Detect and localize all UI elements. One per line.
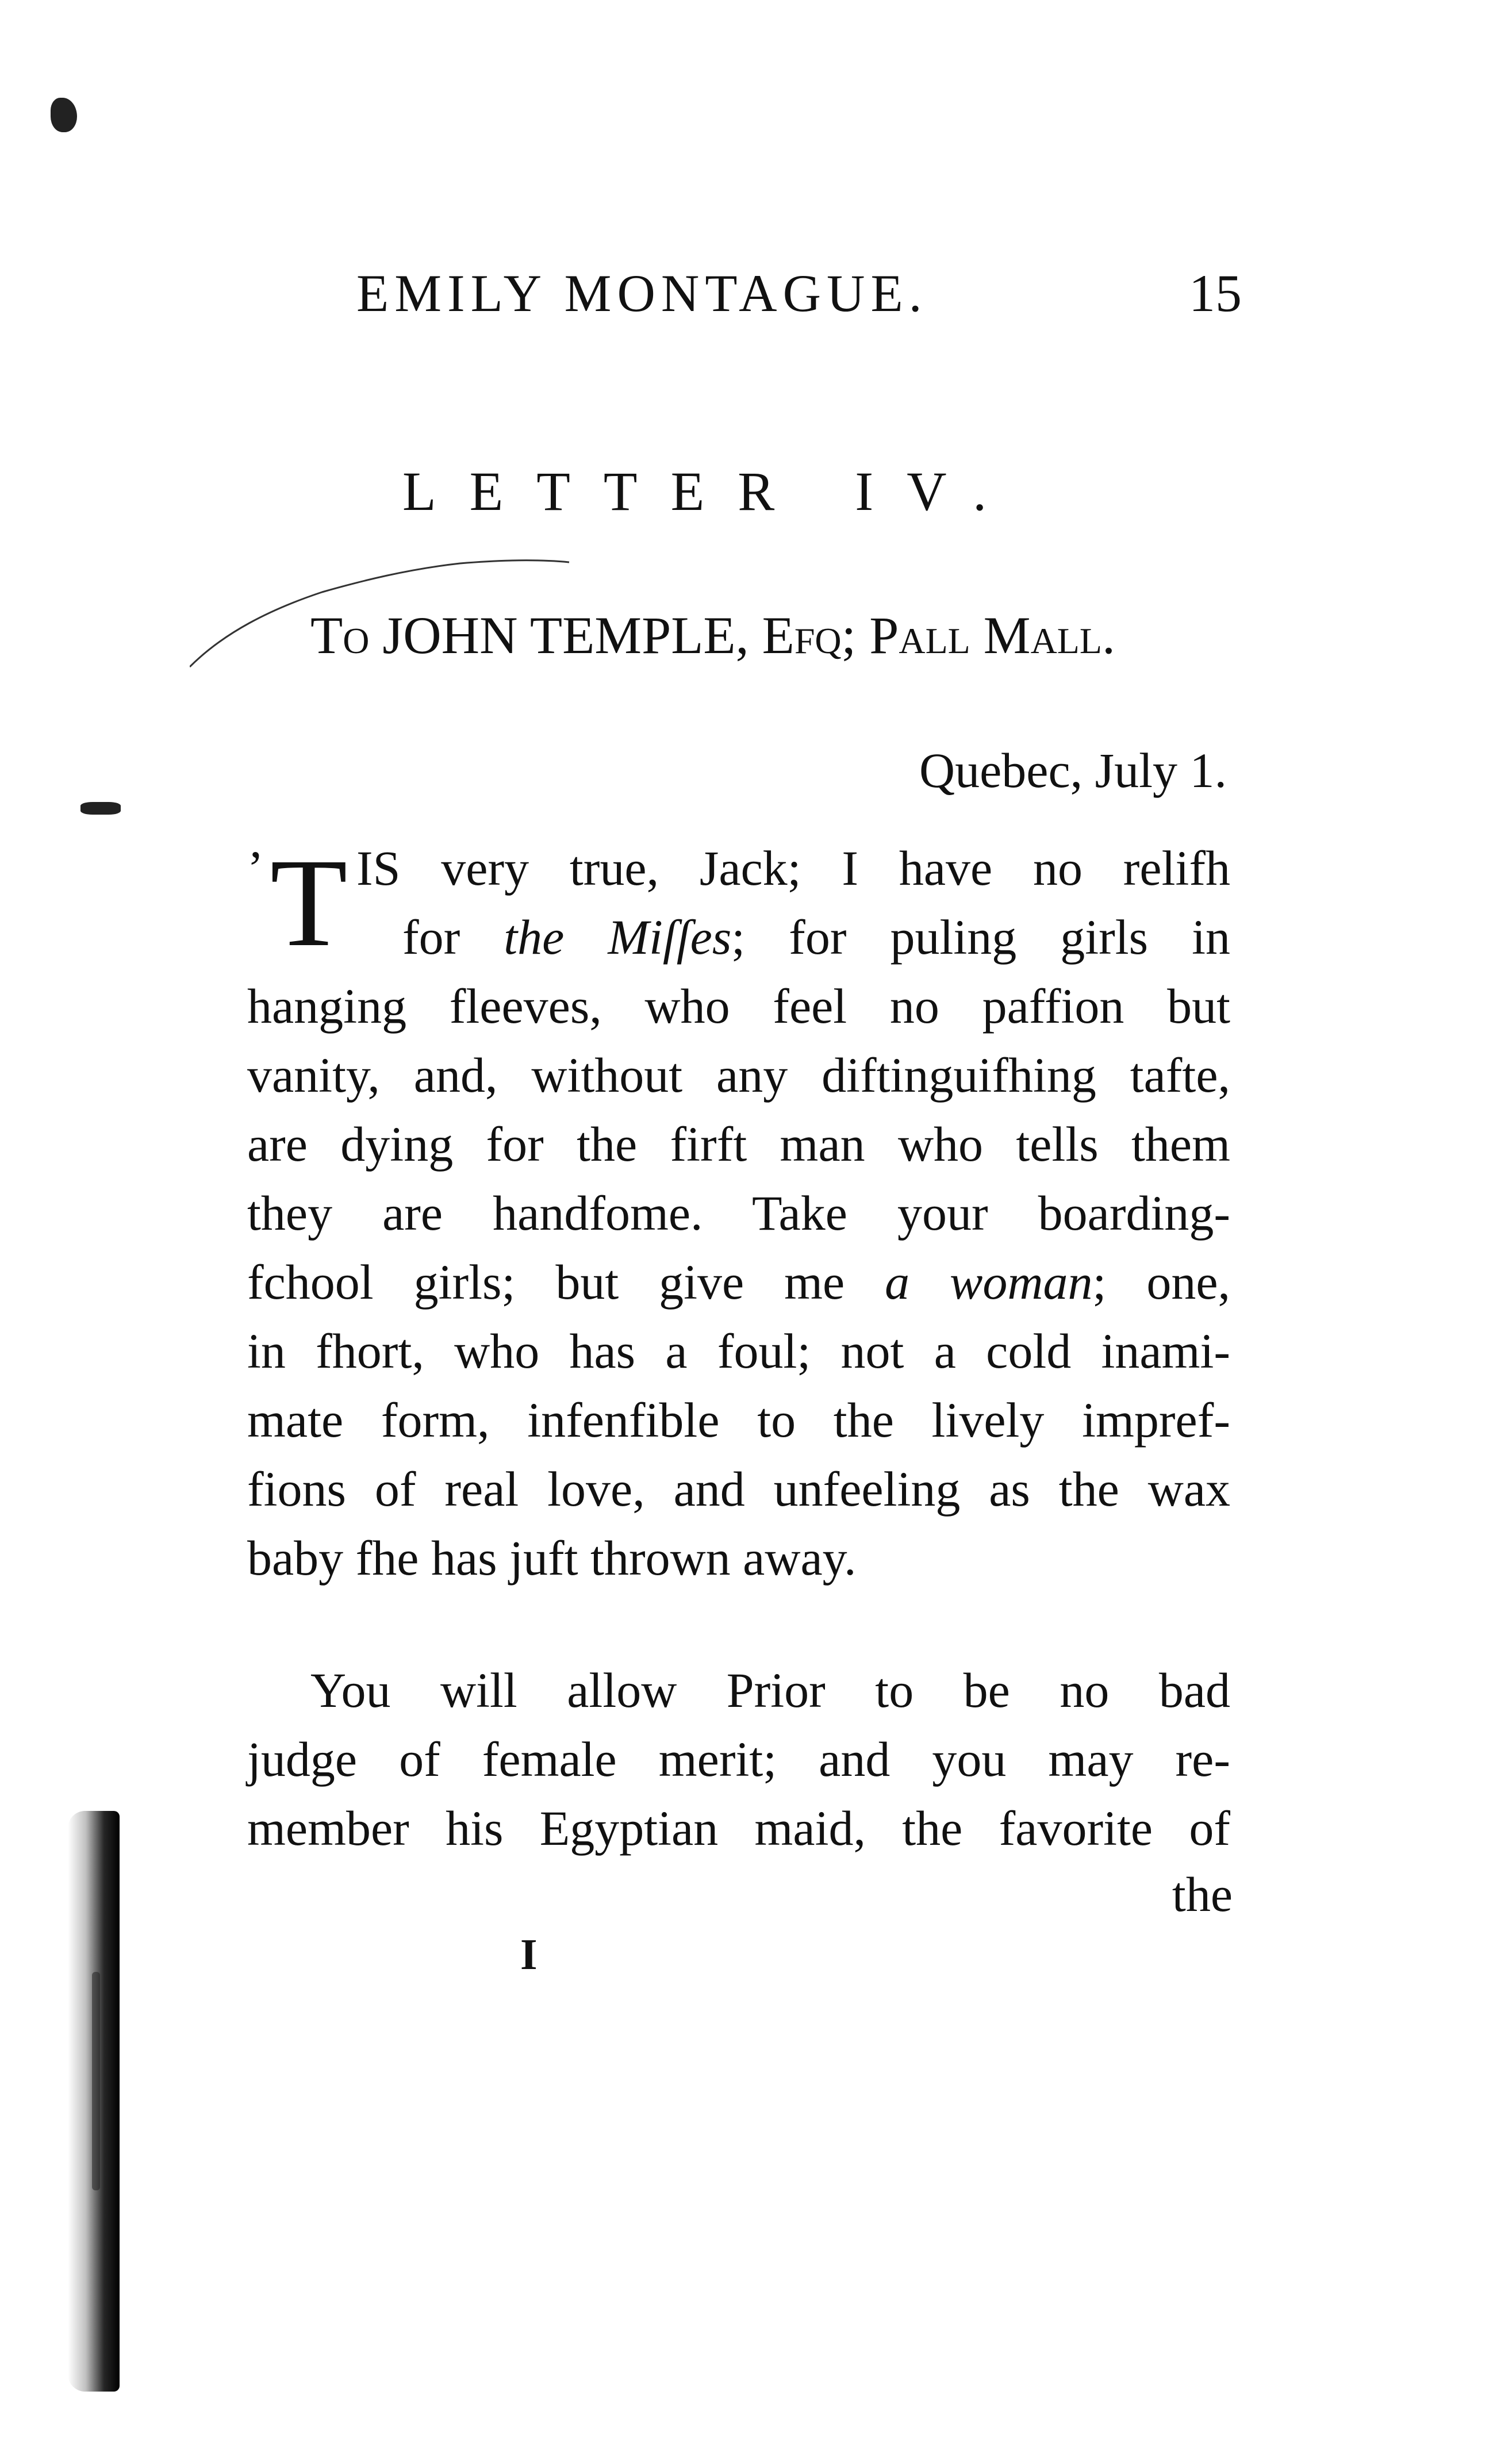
text-line: fions of real love, and unfeeling as the wax bbox=[247, 1461, 1230, 1517]
text-line: in fhort, who has a foul; not a cold inami- bbox=[247, 1323, 1230, 1379]
ink-speck bbox=[92, 1972, 100, 2190]
text-line: they are handfome. Take your boarding- bbox=[247, 1185, 1230, 1241]
letter-heading: LETTER IV. bbox=[402, 460, 1020, 522]
text-line: for the Miſſes; for puling girls in bbox=[402, 909, 1231, 965]
paragraph-2 bbox=[247, 1656, 1230, 1863]
page-number: 15 bbox=[1189, 264, 1242, 323]
letter-addressee: To JOHN TEMPLE, Efq; Pall Mall. bbox=[310, 606, 1115, 665]
text-line: vanity, and, without any diftinguifhing tafte, bbox=[247, 1047, 1230, 1103]
text-line: baby fhe has juft thrown away. bbox=[247, 1530, 857, 1586]
paragraph-1 bbox=[247, 834, 1230, 1592]
ink-speck bbox=[51, 98, 77, 132]
running-title: EMILY MONTAGUE. bbox=[356, 264, 928, 323]
text-line: member his Egyptian maid, the favorite of bbox=[247, 1801, 1230, 1856]
text-line: You will allow Prior to be no bad bbox=[310, 1663, 1230, 1718]
opening-apostrophe: ’ bbox=[247, 840, 264, 896]
ink-speck bbox=[80, 802, 121, 815]
text-line: IS very true, Jack; I have no relifh bbox=[356, 840, 1230, 896]
catchword: the bbox=[1172, 1867, 1233, 1922]
letter-dateline: Quebec, July 1. bbox=[919, 743, 1227, 798]
running-head bbox=[356, 259, 1242, 328]
italic-text: a woman bbox=[885, 1254, 1093, 1310]
signature-mark: I bbox=[520, 1930, 538, 1979]
text-line: are dying for the firft man who tells them bbox=[247, 1116, 1230, 1172]
text-line: fchool girls; but give me a woman; one, bbox=[247, 1254, 1230, 1310]
text-line: judge of female merit; and you may re- bbox=[247, 1732, 1230, 1787]
text-line: hanging fleeves, who feel no paffion but bbox=[247, 978, 1230, 1034]
italic-text: the Miſſes bbox=[504, 909, 732, 965]
drop-cap: T bbox=[270, 832, 348, 973]
text-line: mate form, infenfible to the lively impref- bbox=[247, 1392, 1230, 1448]
